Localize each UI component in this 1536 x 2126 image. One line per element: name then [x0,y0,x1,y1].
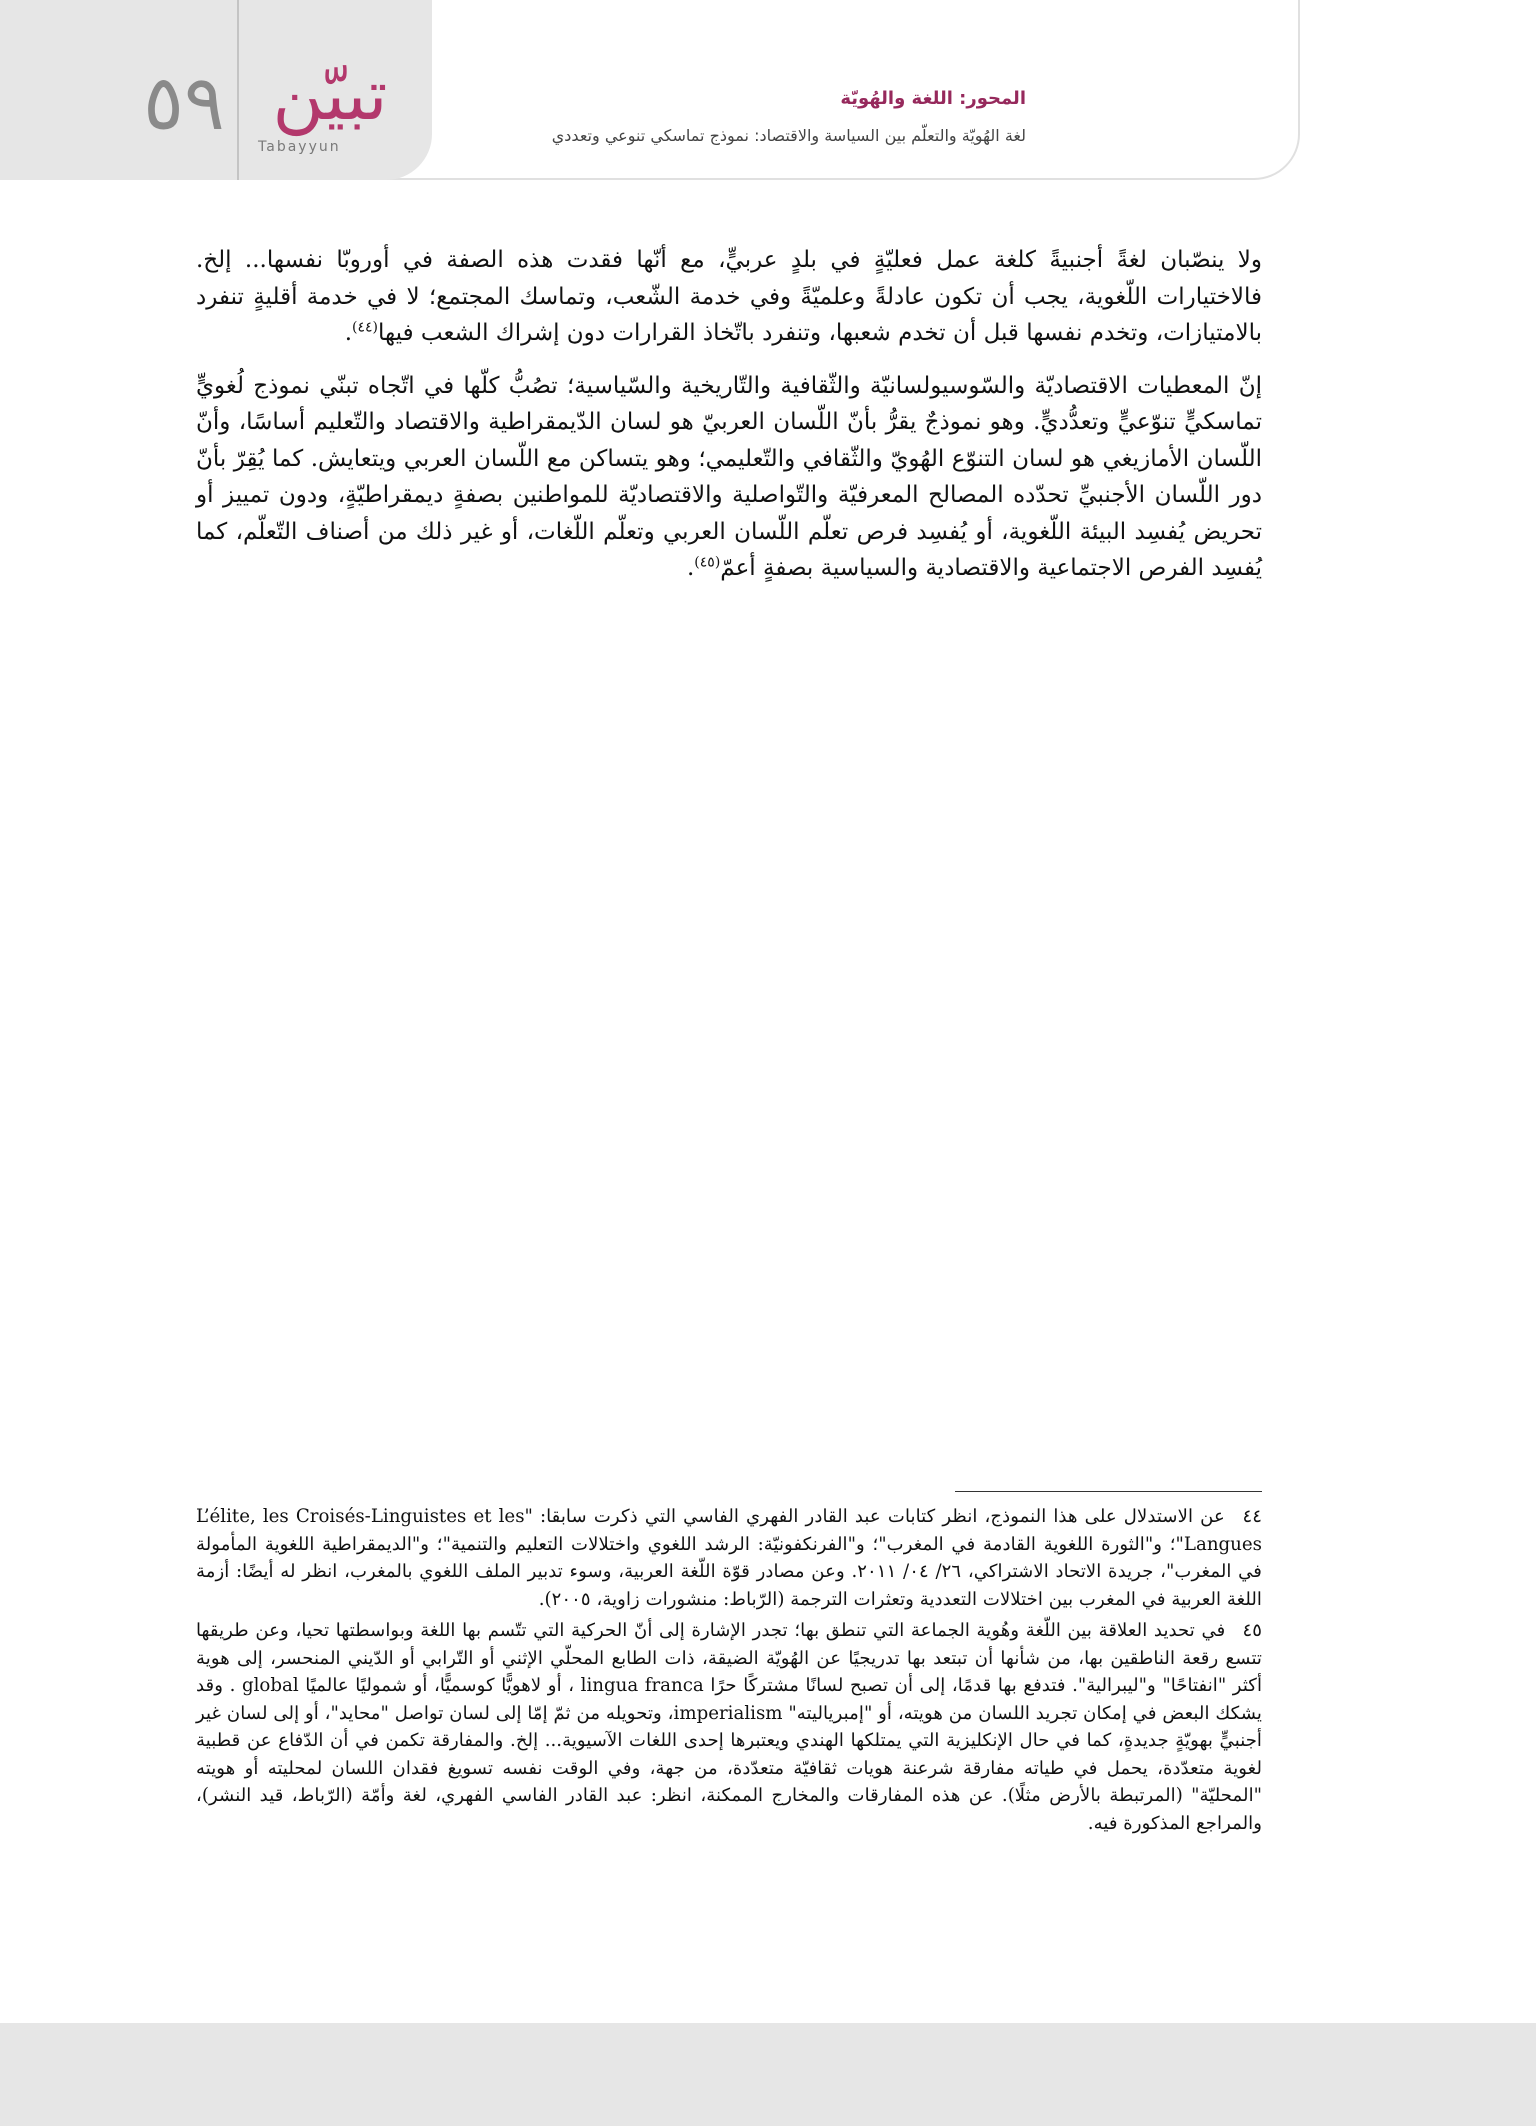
footnote-number: ٤٥ [1242,1620,1262,1641]
page-number: ٥٩ [143,58,225,147]
footnote-44 [196,1503,1262,1613]
paragraph-text: ولا ينصّبان لغةً أجنبيةً كلغة عمل فعليّةٍ في بلدٍ عربيٍّ، مع أنّها فقدت هذه الصفة في أوروبّا نفسها... إلخ. فالاختيارات اللّغوية، يجب أن تكون عادلةً وعلميّةً وفي خدمة الشّعب، وتماسك المجتمع؛ لا في خدمة أقليةٍ تنفرد بالامتيازات، وتخدم نفسها قبل أن تخدم شعبها، وتنفرد باتّخاذ القرارات دون إشراك الشعب فيها [196,247,1262,346]
footnote-text: عن الاستدلال على هذا النموذج، انظر كتابات عبد القادر الفهري الفاسي التي ذكرت سابقا: "L’élite, les Croisés-Linguistes et les Langues"؛ و"الثورة اللغوية القادمة في المغرب"؛ و"الفرنكفونيّة: الرشد اللغوي واختلالات التعليم والتنمية"؛ و"الديمقراطية اللغوية المأمولة في المغرب"، جريدة الاتحاد الاشتراكي، ٢٦/ ٠٤/ ٢٠١١. وعن مصادر قوّة اللّغة العربية، وسوء تدبير الملف اللغوي بالمغرب، انظر له أيضًا: أزمة اللغة العربية في المغرب بين اختلالات التعددية وتعثرات الترجمة (الرّباط: منشورات زاوية، ٢٠٠٥). [196,1506,1262,1610]
body-paragraph: ولا ينصّبان لغةً أجنبيةً كلغة عمل فعليّةٍ في بلدٍ عربيٍّ، مع أنّها فقدت هذه الصفة في أوروبّا نفسها... إلخ. فالاختيارات اللّغوية، يجب أن تكون عادلةً وعلميّةً وفي خدمة الشّعب، وتماسك المجتمع؛ لا في خدمة أقليةٍ تنفرد بالامتيازات، وتخدم نفسها قبل أن تخدم شعبها، وتنفرد باتّخاذ القرارات دون إشراك الشعب فيها$^{(٤٤)}$. [196,247,1262,346]
footnote-number: ٤٤ [1242,1506,1262,1527]
footnote-separator [955,1491,1262,1492]
page-header [0,0,1300,180]
footnote-text: في تحديد العلاقة بين اللّغة وهُوية الجماعة التي تنطق بها؛ تجدر الإشارة إلى أنّ الحركية التي تتّسم بها اللغة وبواسطتها تحيا، وعن طريقها تتسع رقعة الناطقين بها، من شأنها أن تبتعد بها تدريجيًا عن الهُويّة الضيقة، ذات الطابع المحلّي الإثني أو التّرابي أو الدّيني المنحسر، إلى هوية أكثر "انفتاحًا" و"ليبرالية". فتدفع بها قدمًا، إلى أن تصبح لسانًا مشتركًا حرًا lingua franca ، أو لاهويًّا كوسميًّا، أو شموليًا عالميًا global . وقد يشكك البعض في إمكان تجريد اللسان من هويته، أو "إمبرياليته" imperialism، وتحويله من ثمّ إمّا إلى لسان تواصل "محايد"، أو إلى لسان غير أجنبيٍّ بهويّةٍ جديدةٍ، كما في حال الإنكليزية التي يمتلكها الهندي ويعتبرها إحدى اللغات الآسيوية... إلخ. والمفارقة تكمن في أن الدّفاع عن قطبية لغوية متعدّدة، يحمل في طياته مفارقة شرعنة هويات ثقافيّة متعدّدة، من جهة، وفي الوقت نفسه تسويغ فقدان اللسان لمحليته أو هويته "المحليّة" (المرتبطة بالأرض مثلًا). عن هذه المفارقات والمخارج الممكنة، انظر: عبد القادر الفاسي الفهري، لغة وأمّة (الرّباط، قيد النشر)، والمراجع المذكورة فيه. [196,1620,1263,1834]
section-title: المحور: اللغة والهُويّة [840,88,1026,109]
article-running-title: لغة الهُويّة والتعلّم بين السياسة والاقتصاد: نموذج تماسكي تنوعي وتعددي [551,126,1026,145]
footnote-45 [196,1617,1262,1837]
footnotes [196,1503,1262,1841]
footnote-ref-44[interactable]: (٤٤) [352,319,379,336]
page-footer-band [0,2023,1536,2126]
article-body [196,242,1262,603]
body-paragraph: إنّ المعطيات الاقتصاديّة والسّوسيولسانيّة والثّقافية والتّاريخية والسّياسية؛ تصُبُّ كلّها في اتّجاه تبنّي نموذج لُغويٍّ تماسكيٍّ تنوّعيٍّ وتعدُّديٍّ. وهو نموذجٌ يقرُّ بأنّ اللّسان العربيّ هو لسان الدّيمقراطية والاقتصاد والتّعليم أساسًا، وأنّ اللّسان الأمازيغي هو لسان التنوّع الهُويّ والثّقافي والتّعليمي؛ وهو يتساكن مع اللّسان العربي ويتعايش. كما يُقِرّ بأنّ دور اللّسان الأجنبيِّ تحدّده المصالح المعرفيّة والتّواصلية والاقتصاديّة للمواطنين بصفةٍ ديمقراطيّةٍ، ودون تمييز أو تحريض يُفسِد البيئة اللّغوية، أو يُفسِد فرص تعلّم اللّسان العربي وتعلّم اللّغات، أو غير ذلك من أصناف التّعلّم، كما يُفسِد الفرص الاجتماعية والاقتصادية والسياسية بصفةٍ أعمّ$^{(٤٥)}$. [196,372,1262,581]
footnote-ref-45[interactable]: (٤٥) [694,554,721,571]
header-divider [237,0,239,180]
journal-logo-latin: Tabayyun [258,139,341,155]
paragraph-text: إنّ المعطيات الاقتصاديّة والسّوسيولسانيّة والثّقافية والتّاريخية والسّياسية؛ تصُبُّ كلّها في اتّجاه تبنّي نموذج لُغويٍّ تماسكيٍّ تنوّعيٍّ وتعدُّديٍّ. وهو نموذجٌ يقرُّ بأنّ اللّسان العربيّ هو لسان الدّيمقراطية والاقتصاد والتّعليم أساسًا، وأنّ اللّسان الأمازيغي هو لسان التنوّع الهُويّ والثّقافي والتّعليمي؛ وهو يتساكن مع اللّسان العربي ويتعايش. كما يُقِرّ بأنّ دور اللّسان الأجنبيِّ تحدّده المصالح المعرفيّة والتّواصلية والاقتصاديّة للمواطنين بصفةٍ ديمقراطيّةٍ، ودون تمييز أو تحريض يُفسِد البيئة اللّغوية، أو يُفسِد فرص تعلّم اللّسان العربي وتعلّم اللّغات، أو غير ذلك من أصناف التّعلّم، كما يُفسِد الفرص الاجتماعية والاقتصادية والسياسية بصفةٍ أعمّ [196,372,1262,581]
logo-panel [0,0,432,180]
journal-logo: تبيّن [272,54,388,136]
